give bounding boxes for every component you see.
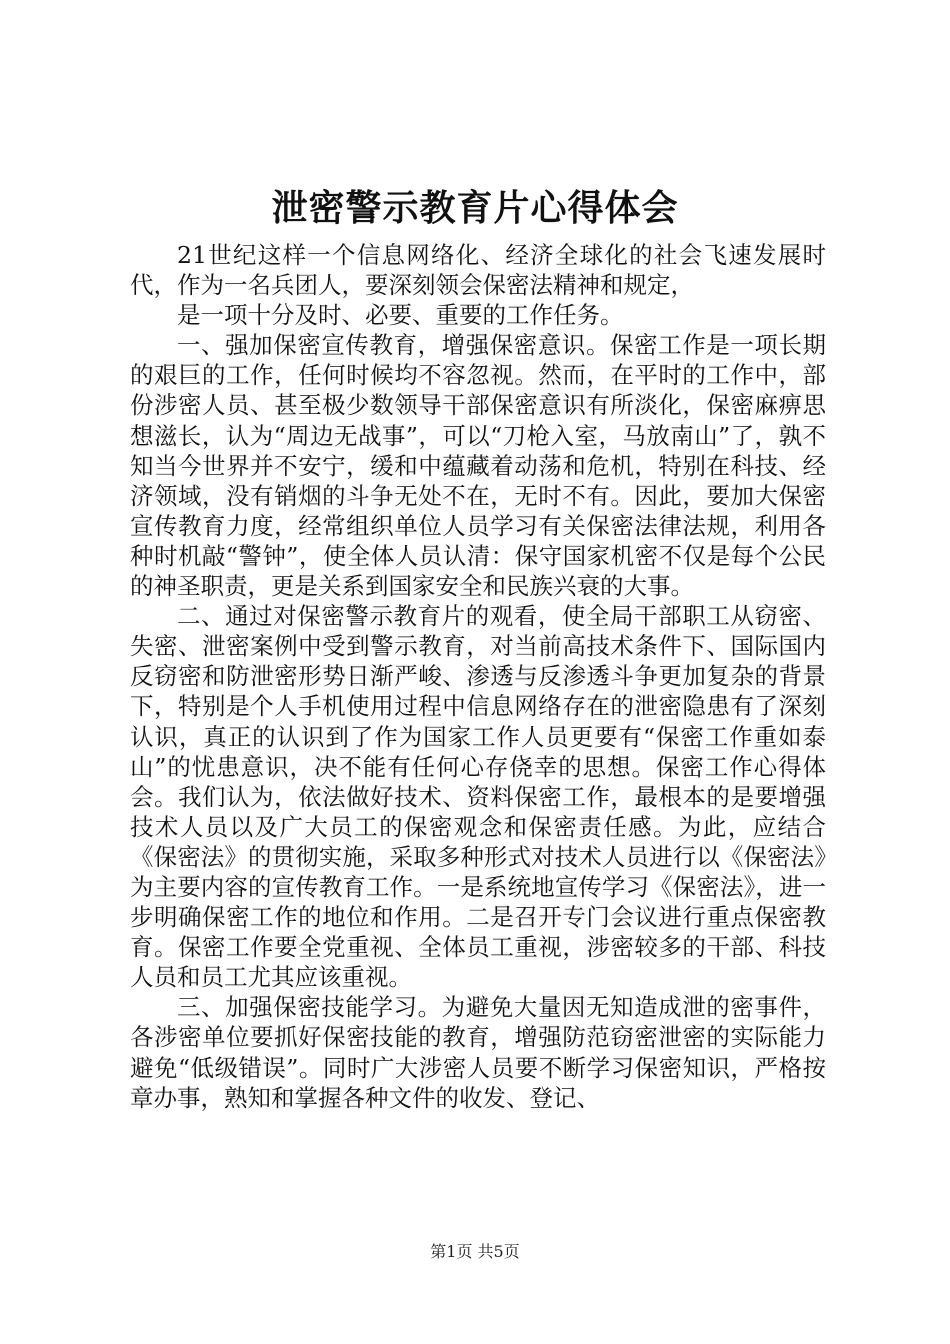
paragraph-task: 是一项十分及时、必要、重要的工作任务。: [177, 301, 624, 330]
paragraph-section-three: 三、加强保密技能学习。为避免大量因无知造成泄的密事件，各涉密单位要抓好保密技能的教育，增强防范窃密泄密的实际能力避免“低级错误”。同时广大涉密人员要不断学习保密知识，严格按章办事，熟知和掌握各种文件的收发、登记、: [130, 993, 826, 1112]
paragraph-section-one: 一、强加保密宣传教育，增强保密意识。保密工作是一项长期的艰巨的工作，任何时候均不容忽视。然而，在平时的工作中，部份涉密人员、甚至极少数领导干部保密意识有所淡化，保密麻痹思想滋长，认为“周边无战事”，可以“刀枪入室，马放南山”了，孰不知当今世界并不安宁，缓和中蕴藏着动荡和危机，特别在科技、经济领域，没有销烟的斗争无处不在，无时不有。因此，要加大保密宣传教育力度，经常组织单位人员学习有关保密法律法规，利用各种时机敲“警钟”，使全体人员认清：保守国家机密不仅是每个公民的神圣职责，更是关系到国家安全和民族兴衰的大事。: [130, 331, 826, 601]
page-number: 第1页 共5页: [430, 1242, 520, 1261]
paragraph-section-two: 二、通过对保密警示教育片的观看，使全局干部职工从窃密、失密、泄密案例中受到警示教育，对当前高技术条件下、国际国内反窃密和防泄密形势日渐严峻、渗透与反渗透斗争更加复杂的背景下，特别是个人手机使用过程中信息网络存在的泄密隐患有了深刻认识，真正的认识到了作为国家工作人员更要有“保密工作重如泰山”的忧患意识，决不能有任何心存侥幸的思想。保密工作心得体会。我们认为，依法做好技术、资料保密工作，最根本的是要增强技术人员以及广大员工的保密观念和保密责任感。为此，应结合《保密法》的贯彻实施，采取多种形式对技术人员进行以《保密法》为主要内容的宣传教育工作。一是系统地宣传学习《保密法》，进一步明确保密工作的地位和作用。二是召开专门会议进行重点保密教育。保密工作要全党重视、全体员工重视，涉密较多的干部、科技人员和员工尤其应该重视。: [130, 602, 826, 992]
paragraph-intro: 21世纪这样一个信息网络化、经济全球化的社会飞速发展时代，作为一名兵团人，要深刻领会保密法精神和规定，: [130, 241, 826, 300]
document-body: [130, 240, 826, 1113]
document-title: 泄密警示教育片心得体会: [271, 187, 679, 229]
